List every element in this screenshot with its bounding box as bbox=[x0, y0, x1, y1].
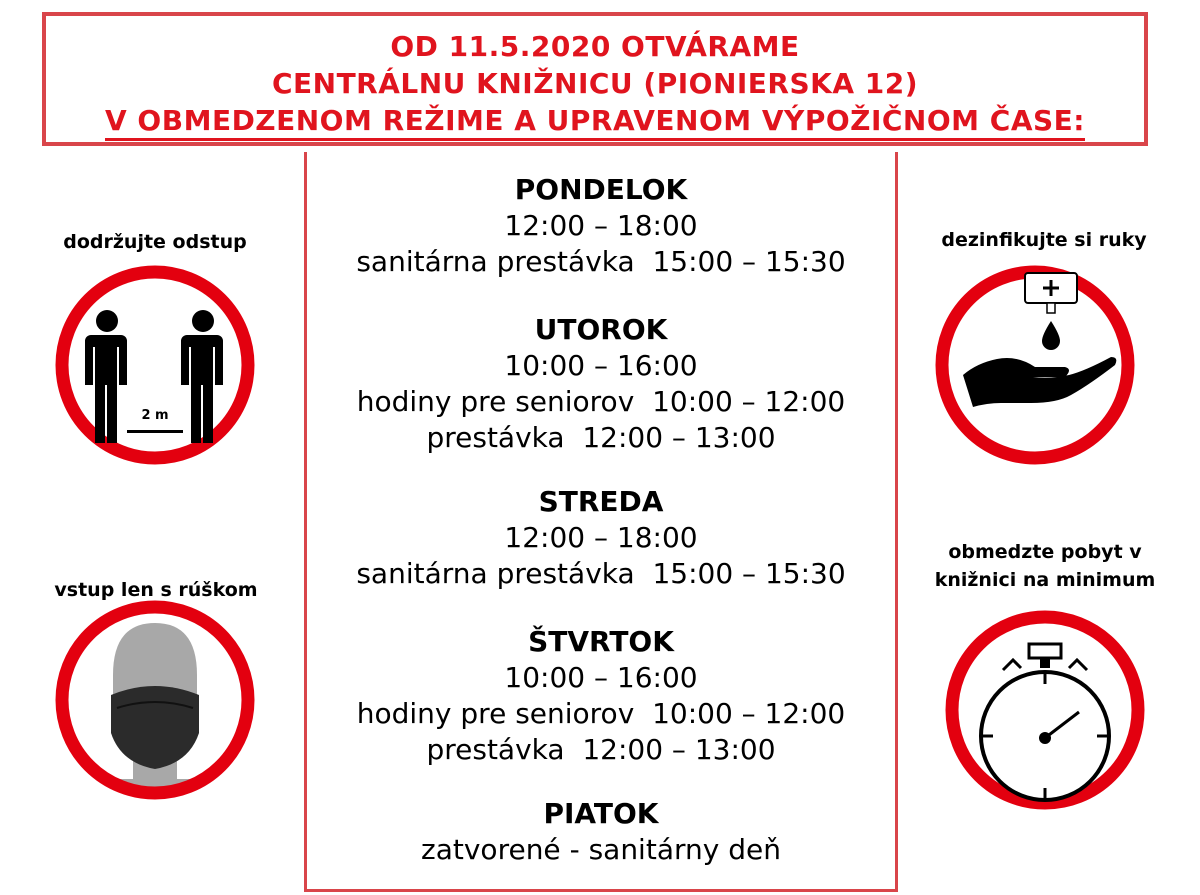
day-note: sanitárna prestávka 15:00 – 15:30 bbox=[356, 557, 846, 590]
time-sign bbox=[945, 610, 1145, 814]
announcement-header bbox=[42, 12, 1148, 146]
header-line-2: CENTRÁLNU KNIŽNICU (PIONIERSKA 12) bbox=[271, 67, 919, 100]
day-hours: 12:00 – 18:00 bbox=[504, 521, 698, 554]
day-hours: 12:00 – 18:00 bbox=[504, 209, 698, 242]
schedule-day-wednesday bbox=[307, 484, 895, 592]
schedule-day-thursday bbox=[307, 624, 895, 768]
day-name: UTOROK bbox=[534, 313, 668, 346]
time-caption-line-1: obmedzte pobyt v bbox=[948, 541, 1142, 563]
schedule-day-tuesday bbox=[307, 312, 895, 456]
day-note: prestávka 12:00 – 13:00 bbox=[426, 733, 776, 766]
day-note: hodiny pre seniorov 10:00 – 12:00 bbox=[356, 697, 846, 730]
time-caption-line-2: knižnici na minimum bbox=[934, 569, 1156, 591]
mask-sign bbox=[55, 600, 255, 804]
day-name: ŠTVRTOK bbox=[528, 625, 674, 658]
day-note: zatvorené - sanitárny deň bbox=[421, 833, 781, 866]
schedule-day-friday bbox=[307, 796, 895, 868]
day-name: PIATOK bbox=[543, 797, 659, 830]
face-mask-icon bbox=[55, 600, 255, 800]
distance-caption: dodržujte odstup bbox=[63, 231, 247, 253]
day-name: PONDELOK bbox=[514, 173, 688, 206]
header-line-1: OD 11.5.2020 OTVÁRAME bbox=[390, 30, 800, 63]
time-caption bbox=[900, 538, 1190, 594]
mask-caption: vstup len s rúškom bbox=[54, 579, 258, 601]
distance-people-icon bbox=[55, 265, 255, 465]
disinfect-sign bbox=[935, 265, 1135, 469]
day-note: sanitárna prestávka 15:00 – 15:30 bbox=[356, 245, 846, 278]
header-line-3: V OBMEDZENOM REŽIME A UPRAVENOM VÝPOŽIČNOM ČASE: bbox=[105, 104, 1085, 141]
day-hours: 10:00 – 16:00 bbox=[504, 349, 698, 382]
day-name: STREDA bbox=[538, 485, 664, 518]
disinfect-caption: dezinfikujte si ruky bbox=[941, 229, 1147, 251]
day-hours: 10:00 – 16:00 bbox=[504, 661, 698, 694]
opening-hours-schedule bbox=[304, 152, 898, 892]
day-note: hodiny pre seniorov 10:00 – 12:00 bbox=[356, 385, 846, 418]
distance-sign bbox=[55, 265, 255, 469]
distance-label: 2 m bbox=[141, 408, 169, 423]
day-note: prestávka 12:00 – 13:00 bbox=[426, 421, 776, 454]
hand-sanitizer-icon bbox=[935, 265, 1135, 465]
stopwatch-icon bbox=[945, 610, 1145, 810]
schedule-day-monday bbox=[307, 172, 895, 280]
